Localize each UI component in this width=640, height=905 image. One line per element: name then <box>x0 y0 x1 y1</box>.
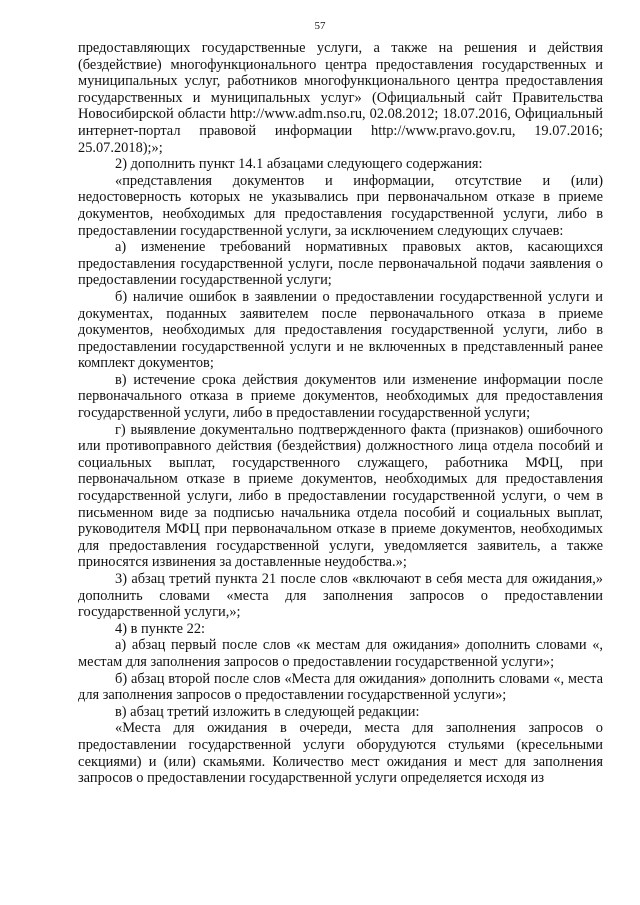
paragraph: в) истечение срока действия документов или изменение информации после первоначального отказа в приеме документов, необходимых для предоставления государственной услуги, либо в предоставлении государственной услуги; <box>78 371 603 422</box>
page-number: 57 <box>314 20 326 32</box>
paragraph: 3) абзац третий пункта 21 после слов «включают в себя места для ожидания,» дополнить словами «места для заполнения запросов о предоставлении государственной услуги,»; <box>78 571 603 621</box>
paragraph: б) абзац второй после слов «Места для ожидания» дополнить словами «, места для заполнения запросов о предоставлении государственной услуги»; <box>78 670 603 704</box>
paragraph: 4) в пункте 22: <box>115 620 206 637</box>
document-body <box>78 40 603 787</box>
paragraph: предоставляющих государственные услуги, а также на решения и действия (бездействие) многофункционального центра предоставления государственных и муниципальных услуг, работников многофункционального центра предоставления государственных и муниципальных услуг» (Официальный сайт Правительства Новосибирской области http://www.adm.nso.ru, 02.08.2012; 18.07.2016, Официальный интернет-портал правовой информации http://www.pravo.gov.ru, 19.07.2016; 25.07.2018);»; <box>78 40 603 156</box>
paragraph: а) абзац первый после слов «к местам для ожидания» дополнить словами «, местам для заполнения запросов о предоставлении государственной услуги»; <box>78 637 603 670</box>
paragraph: «представления документов и информации, отсутствие и (или) недостоверность которых не указывались при первоначальном отказе в приеме документов, необходимых для предоставления государственной услуги, либо в предоставлении государственной услуги, за исключением следующих случаев: <box>78 172 603 239</box>
paragraph: «Места для ожидания в очереди, места для заполнения запросов о предоставлении государственной услуги оборудуются стульями (кресельными секциями) и (или) скамьями. Количество мест ожидания и мест для заполнения запросов о предоставлении государственной услуги определяется исходя из <box>78 720 603 787</box>
paragraph: 2) дополнить пункт 14.1 абзацами следующего содержания: <box>115 156 483 173</box>
paragraph: г) выявление документально подтвержденного факта (признаков) ошибочного или противоправного действия (бездействия) должностного лица отдела пособий и социальных выплат, государственного служащего, работника МФЦ, при первоначальном отказе в приеме документов, необходимых для предоставления государственной услуги, либо в предоставлении государственной услуги, о чем в письменном виде за подписью начальника отдела пособий и социальных выплат, руководителя МФЦ при первоначальном отказе в приеме документов, необходимых для предоставления государственной услуги, уведомляется заявитель, а также приносятся извинения за доставленные неудобства.»; <box>78 421 603 571</box>
paragraph: в) абзац третий изложить в следующей редакции: <box>115 703 420 720</box>
paragraph: а) изменение требований нормативных правовых актов, касающихся предоставления государственной услуги, после первоначальной подачи заявления о предоставлении государственной услуги; <box>78 239 603 289</box>
paragraph: б) наличие ошибок в заявлении о предоставлении государственной услуги и документах, поданных заявителем после первоначального отказа в приеме документов, необходимых для предоставления государственной услуги, либо в предоставлении государственной услуги и не включенных в представленный ранее комплект документов; <box>78 288 603 372</box>
